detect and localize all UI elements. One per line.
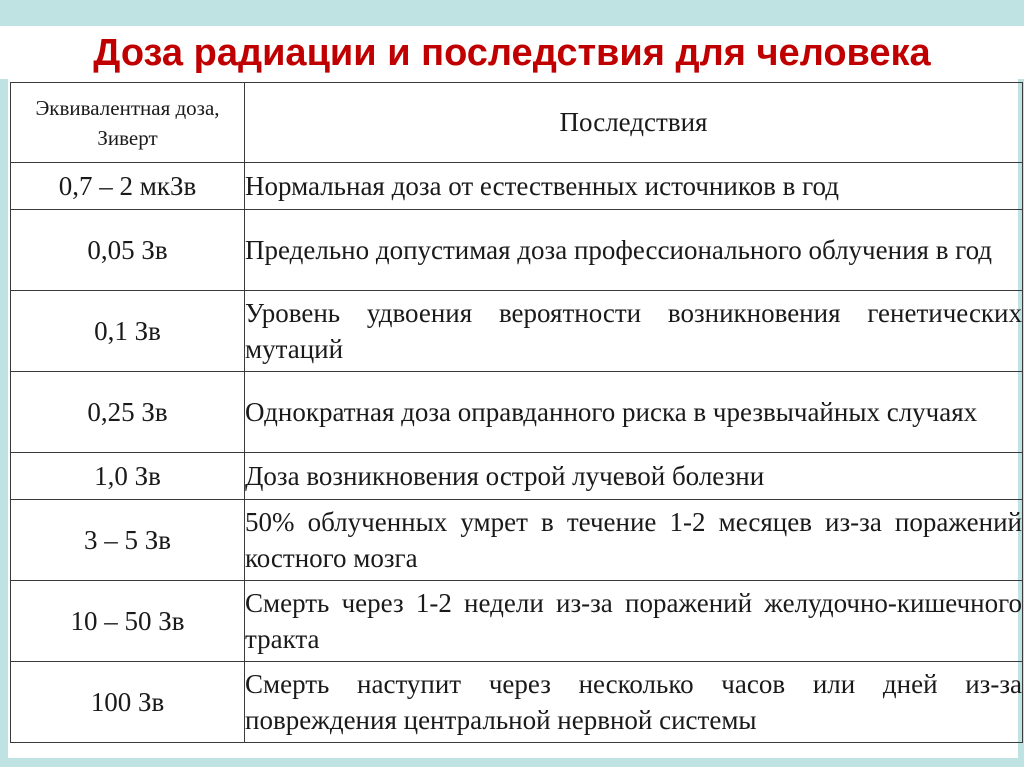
dose-consequences-table: [10, 82, 1023, 743]
effect-cell: Уровень удвоения вероятности возникновения генетических мутаций: [245, 291, 1023, 372]
effect-cell: Смерть через 1-2 недели из-за поражений желудочно-кишечного тракта: [245, 581, 1023, 662]
dose-cell: 0,7 – 2 мкЗв: [11, 163, 245, 210]
effect-cell: Нормальная доза от естественных источников в год: [245, 163, 1023, 210]
header-dose: Эквивалентная доза, Зиверт: [11, 83, 245, 163]
header-effect: Последствия: [245, 83, 1023, 163]
dose-cell: 0,1 Зв: [11, 291, 245, 372]
dose-cell: 10 – 50 Зв: [11, 581, 245, 662]
slide-title: Доза радиации и последствия для человека: [93, 32, 931, 74]
table-row: [11, 291, 1023, 372]
table-row: [11, 500, 1023, 581]
top-decor-band: [0, 0, 1024, 26]
dose-cell: 3 – 5 Зв: [11, 500, 245, 581]
table-row: [11, 662, 1023, 743]
effect-cell: Предельно допустимая доза профессионального облучения в год: [245, 210, 1023, 291]
table-row: [11, 372, 1023, 453]
table-row: [11, 581, 1023, 662]
effect-cell: Однократная доза оправданного риска в чрезвычайных случаях: [245, 372, 1023, 453]
dose-cell: 0,25 Зв: [11, 372, 245, 453]
table-row: [11, 163, 1023, 210]
effect-cell: Смерть наступит через несколько часов или дней из-за повреждения центральной нервной системы: [245, 662, 1023, 743]
table-row: [11, 453, 1023, 500]
table-row: [11, 210, 1023, 291]
effect-cell: 50% облученных умрет в течение 1-2 месяцев из-за поражений костного мозга: [245, 500, 1023, 581]
bottom-frame-band: [0, 758, 1024, 767]
dose-cell: 0,05 Зв: [11, 210, 245, 291]
dose-cell: 1,0 Зв: [11, 453, 245, 500]
left-frame-band: [0, 79, 8, 767]
dose-cell: 100 Зв: [11, 662, 245, 743]
effect-cell: Доза возникновения острой лучевой болезни: [245, 453, 1023, 500]
table-header-row: [11, 83, 1023, 163]
